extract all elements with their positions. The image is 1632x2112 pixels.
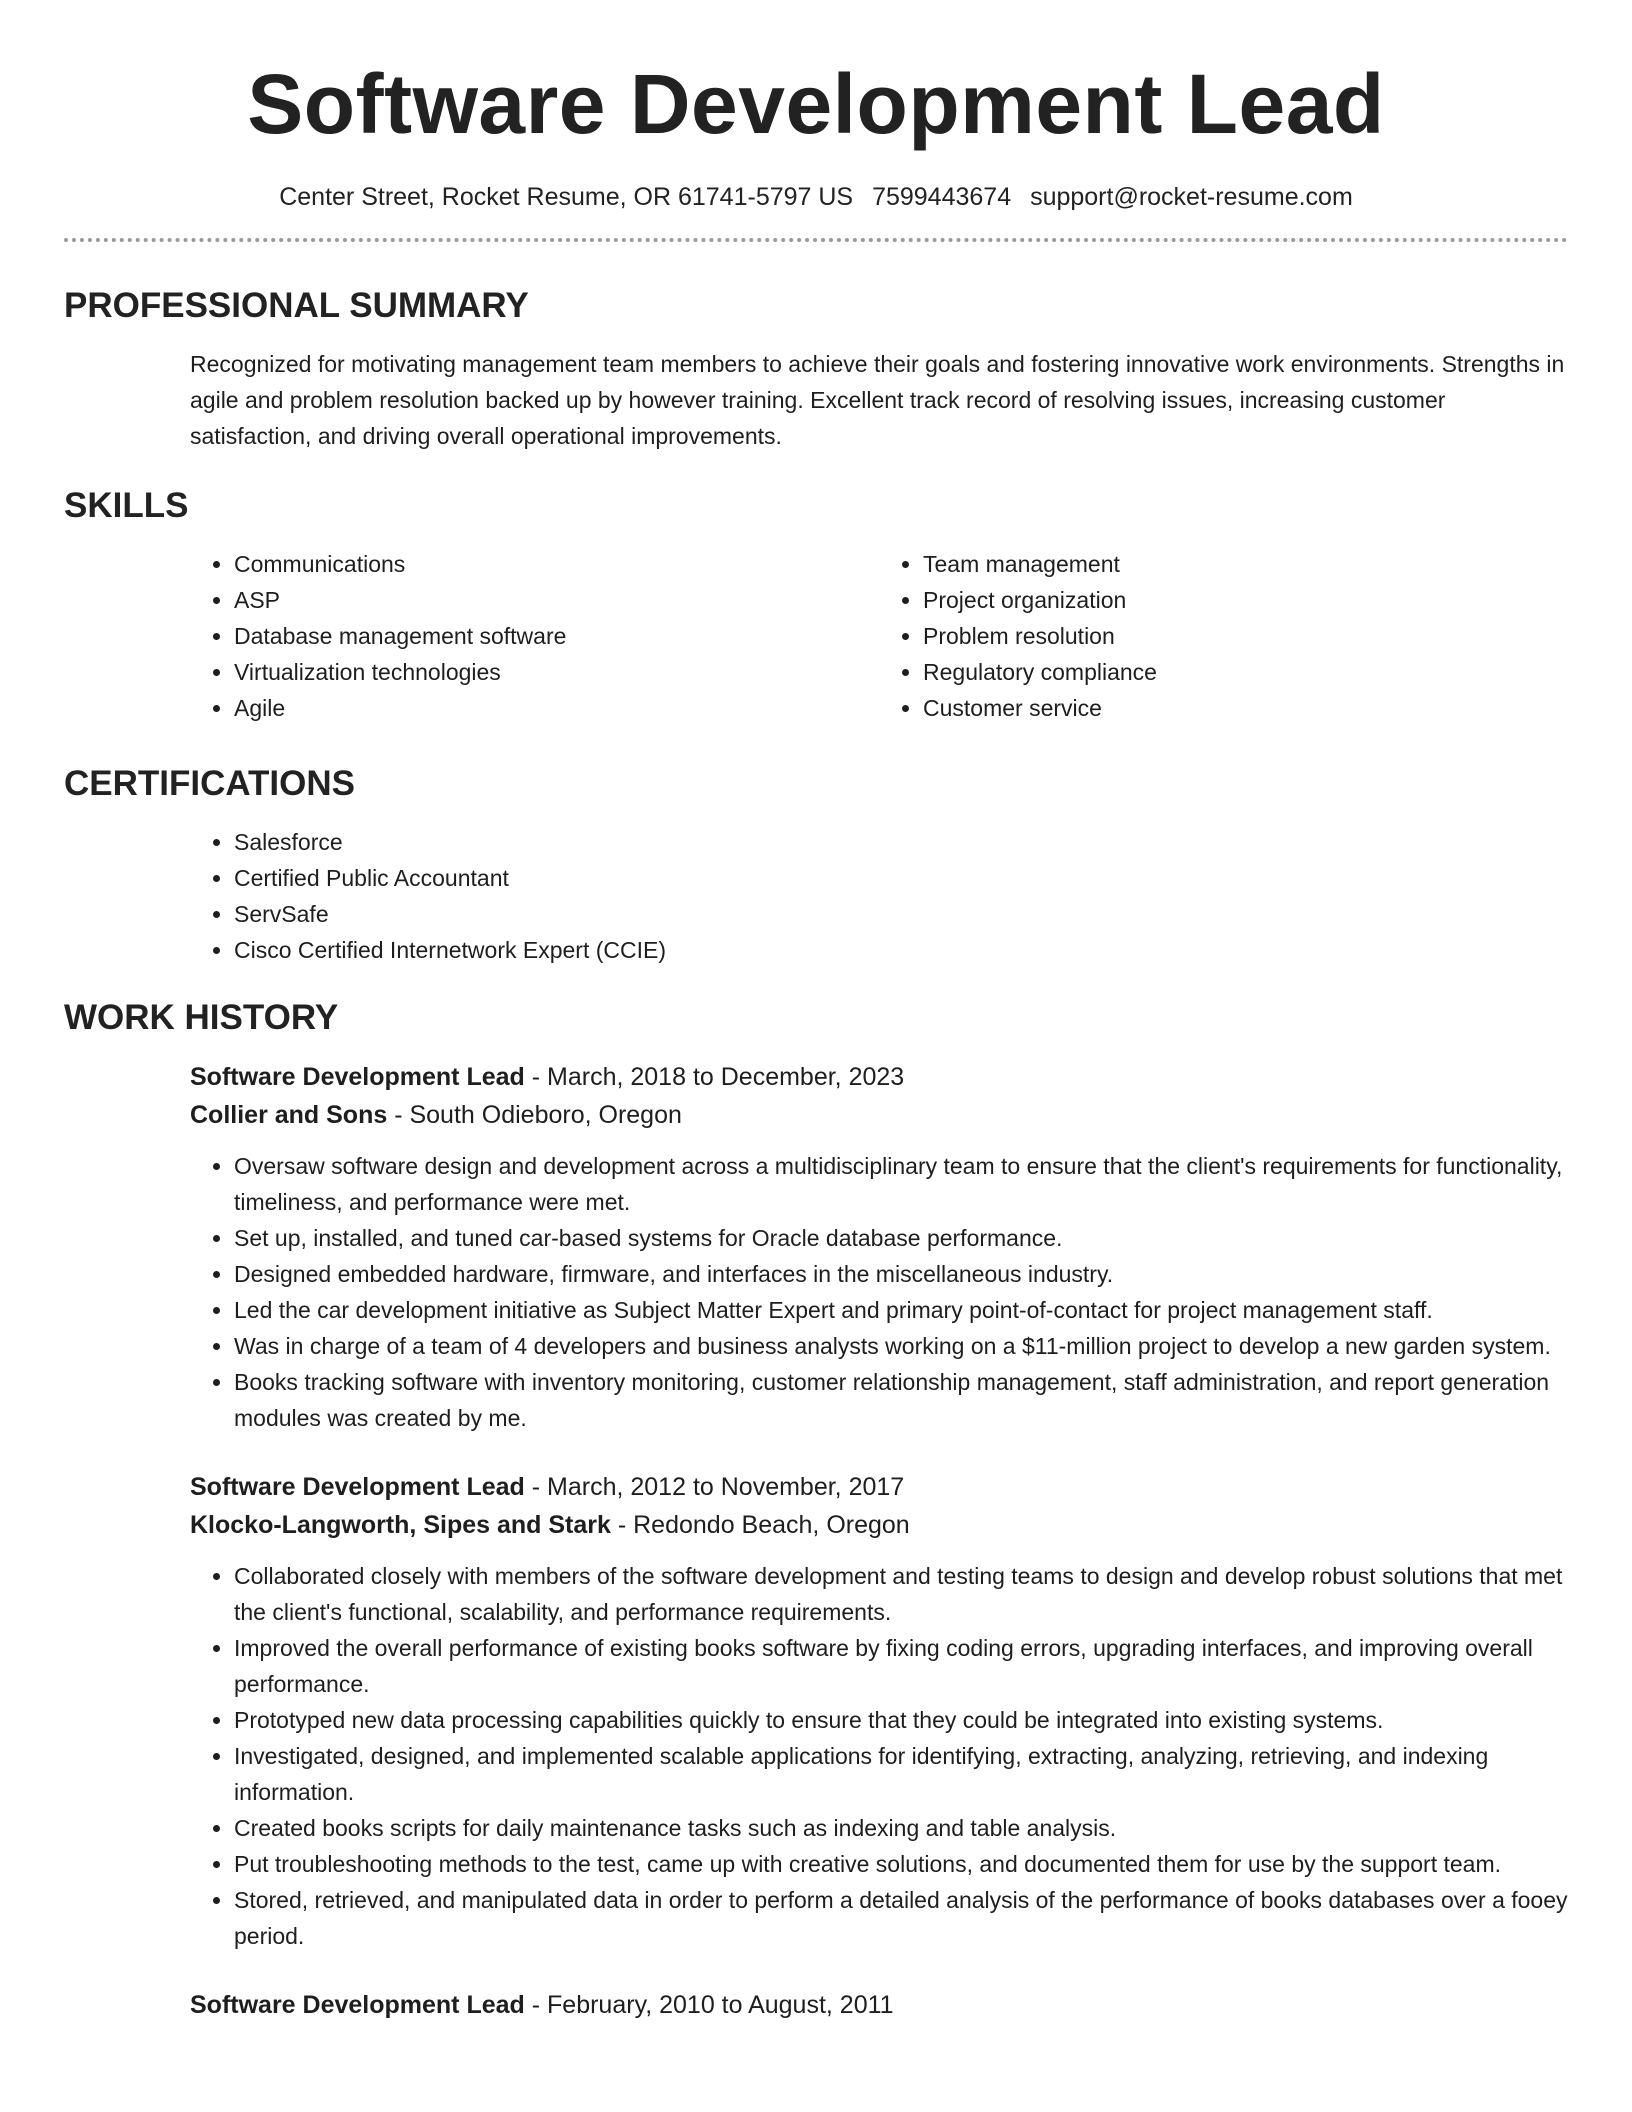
job-entry [190,1468,1568,1954]
summary-title: PROFESSIONAL SUMMARY [64,286,529,325]
job-bullets [190,1558,1568,1954]
summary-section [64,284,1568,454]
list-item: • Improved the overall performance of existing books software by fixing coding errors, upgrading interfaces, and improving overall performance. [234,1630,1568,1702]
list-item: • Oversaw software design and development across a multidisciplinary team to ensure that the client's requirements for functionality, timeliness, and performance were met. [234,1148,1568,1220]
list-item: • Virtualization technologies [234,654,879,690]
list-item: • Led the car development initiative as Subject Matter Expert and primary point-of-contact for project management staff. [234,1292,1568,1328]
header-divider [64,238,1568,242]
skills-left-list [190,546,879,726]
list-item: • Collaborated closely with members of the software development and testing teams to design and develop robust solutions that met the client's functional, scalability, and performance requirements. [234,1558,1568,1630]
job-dates: - March, 2018 to December, 2023 [524,1063,905,1091]
job-entry [190,1058,1568,1436]
job-company-line [190,1506,1568,1544]
contact-line [64,180,1568,214]
job-role: Software Development Lead [190,1991,525,2019]
list-item: • Prototyped new data processing capabilities quickly to ensure that they could be integrated into existing systems. [234,1702,1568,1738]
list-item: • Put troubleshooting methods to the test, came up with creative solutions, and documented them for use by the support team. [234,1846,1568,1882]
job-dates: - March, 2012 to November, 2017 [524,1473,905,1501]
skills-title: SKILLS [64,486,189,525]
list-item: • Cisco Certified Internetwork Expert (CCIE) [234,932,1568,968]
job-bullets [190,1148,1568,1436]
job-role-line [190,1058,1568,1096]
list-item: • Designed embedded hardware, firmware, and interfaces in the miscellaneous industry. [234,1256,1568,1292]
list-item: • Books tracking software with inventory monitoring, customer relationship management, staff administration, and report generation modules was created by me. [234,1364,1568,1436]
resume-page [64,0,1568,2024]
job-company-line [190,1096,1568,1134]
job-location: - Redondo Beach, Oregon [610,1511,910,1539]
skills-columns [190,546,1568,726]
list-item: • Customer service [923,690,1568,726]
address: Center Street, Rocket Resume, OR 61741-5797 US [279,183,854,211]
work-title: WORK HISTORY [64,998,339,1037]
list-item: • Problem resolution [923,618,1568,654]
job-role-line [190,1986,1568,2024]
job-company: Collier and Sons [190,1101,388,1129]
list-item: • Team management [923,546,1568,582]
job-company: Klocko-Langworth, Sipes and Stark [190,1511,611,1539]
job-role: Software Development Lead [190,1063,525,1091]
candidate-name: Software Development Lead [247,57,1385,151]
summary-text: Recognized for motivating management team members to achieve their goals and fostering innovative work environments. Strengths in agile and problem resolution backed up by however training. Excellent track record of resolving issues, increasing customer satisfaction, and driving overall operational improvements. [190,351,1565,449]
skills-section [64,484,1568,726]
list-item: • Set up, installed, and tuned car-based systems for Oracle database performance. [234,1220,1568,1256]
certifications-title: CERTIFICATIONS [64,764,356,803]
list-item: • Created books scripts for daily maintenance tasks such as indexing and table analysis. [234,1810,1568,1846]
certifications-list [190,824,1568,968]
list-item: • ServSafe [234,896,1568,932]
list-item: • Regulatory compliance [923,654,1568,690]
list-item: • Project organization [923,582,1568,618]
job-role-line [190,1468,1568,1506]
list-item: • ASP [234,582,879,618]
list-item: • Communications [234,546,879,582]
job-entry [190,1986,1568,2024]
list-item: • Database management software [234,618,879,654]
list-item: • Salesforce [234,824,1568,860]
list-item: • Certified Public Accountant [234,860,1568,896]
list-item: • Investigated, designed, and implemented scalable applications for identifying, extracting, analyzing, retrieving, and indexing information. [234,1738,1568,1810]
list-item: • Was in charge of a team of 4 developers and business analysts working on a $11-million project to develop a new garden system. [234,1328,1568,1364]
certifications-section [64,762,1568,968]
job-dates: - February, 2010 to August, 2011 [524,1991,894,2019]
list-item: • Stored, retrieved, and manipulated data in order to perform a detailed analysis of the performance of books databases over a fooey period. [234,1882,1568,1954]
skills-right-list [879,546,1568,726]
work-section [64,996,1568,2024]
email: support@rocket-resume.com [1030,183,1353,211]
job-location: - South Odieboro, Oregon [387,1101,682,1129]
phone: 7599443674 [872,183,1012,211]
list-item: • Agile [234,690,879,726]
job-role: Software Development Lead [190,1473,525,1501]
